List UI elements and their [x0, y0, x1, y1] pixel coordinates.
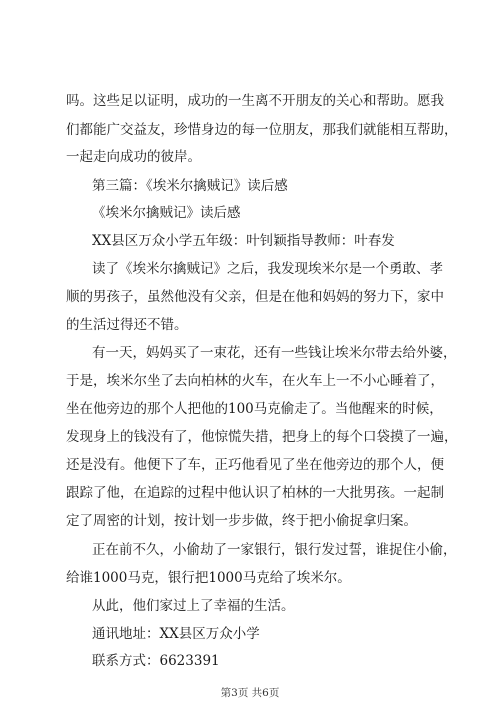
text-line-16: 定了周密的计划，按计划一步步做，终于把小偷捉拿归案。	[66, 513, 417, 529]
contact-line: 联系方式：6623391	[92, 653, 220, 669]
text-line-2: 们都能广交益友，珍惜身边的每一位朋友，那我们就能相互帮助，	[66, 122, 458, 138]
text-line-10: 有一天，妈妈买了一束花，还有一些钱让埃米尔带去给外婆，	[92, 345, 457, 361]
article-title: 《埃米尔擒贼记》读后感	[92, 205, 241, 221]
author-line: XX县区万众小学五年级：叶钊颖指导教师：叶春发	[92, 233, 395, 249]
text-line-12: 坐在他旁边的那个人把他的100马克偷走了。当他醒来的时候，	[66, 401, 443, 417]
text-line-11: 于是，埃米尔坐了去向柏林的火车，在火车上一不小心睡着了，	[66, 373, 444, 389]
text-line-13: 发现身上的钱没有了，他惊慌失措，把身上的每个口袋摸了一遍，	[66, 429, 458, 445]
text-line-3: 一起走向成功的彼岸。	[66, 149, 201, 165]
text-line-18: 给谁1000马克，银行把1000马克给了埃米尔。	[66, 570, 351, 586]
text-line-7: 读了《埃米尔擒贼记》之后，我发现埃米尔是一个勇敢、孝	[92, 261, 443, 277]
text-line-1: 吗。这些足以证明，成功的一生离不开朋友的关心和帮助。愿我	[66, 93, 444, 109]
text-line-15: 跟踪了他，在追踪的过程中他认识了柏林的一大批男孩。一起制	[66, 485, 444, 501]
text-line-17: 正在前不久，小偷劫了一家银行，银行发过誓，谁捉住小偷，	[92, 542, 457, 558]
text-line-19: 从此，他们家过上了幸福的生活。	[92, 598, 295, 614]
section-heading: 第三篇：《埃米尔擒贼记》读后感	[92, 178, 288, 194]
text-line-14: 还是没有。他便下了车，正巧他看见了坐在他旁边的那个人，便	[66, 457, 444, 473]
text-line-9: 的生活过得还不错。	[66, 317, 188, 333]
page-footer: 第3页 共6页	[220, 687, 280, 699]
address-line: 通讯地址：XX县区万众小学	[92, 626, 260, 642]
text-line-8: 顺的男孩子，虽然他没有父亲，但是在他和妈妈的努力下，家中	[66, 289, 444, 305]
